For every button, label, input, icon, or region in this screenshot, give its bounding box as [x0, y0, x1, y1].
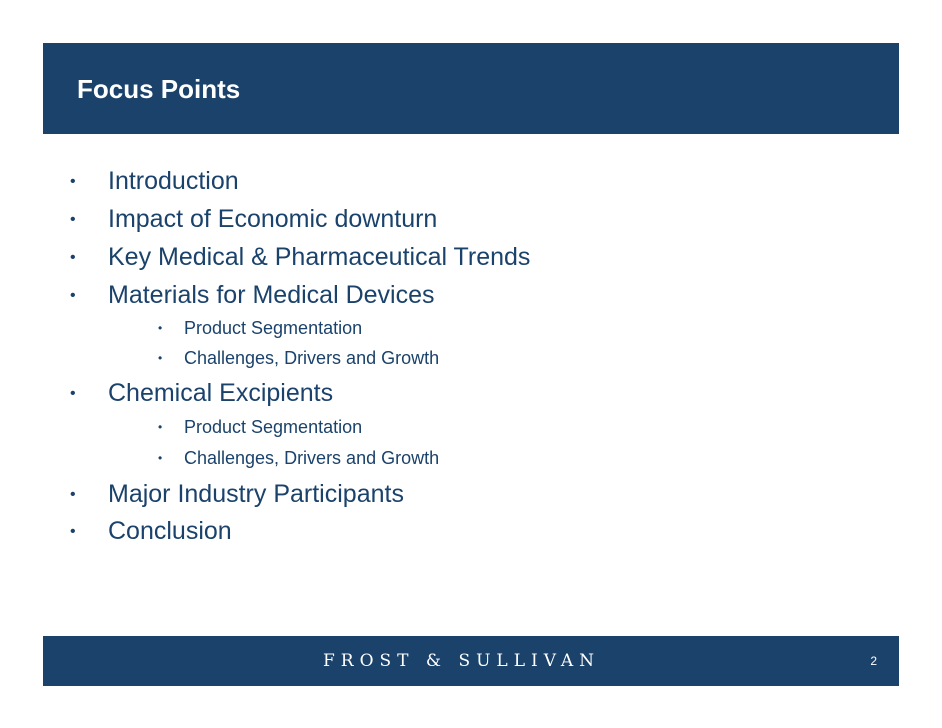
bullet-text: Conclusion [108, 517, 232, 545]
bullet-icon: • [70, 211, 76, 228]
bullet-icon: • [158, 321, 163, 335]
sub-bullet-item [158, 347, 439, 369]
bullet-icon: • [70, 287, 76, 304]
slide-title: Focus Points [77, 74, 241, 104]
bullet-text: Product Segmentation [184, 417, 363, 437]
bullet-icon: • [158, 451, 163, 465]
bullet-item [70, 204, 437, 235]
sub-bullet-item [158, 317, 362, 339]
bullet-text: Product Segmentation [184, 318, 363, 338]
sub-bullet-item [158, 447, 439, 469]
bullet-text: Challenges, Drivers and Growth [184, 348, 440, 368]
bullet-text: Key Medical & Pharmaceutical Trends [108, 243, 531, 271]
page-number: 2 [870, 654, 877, 668]
bullet-item [70, 378, 333, 409]
bullet-icon: • [70, 173, 76, 190]
bullet-text: Impact of Economic downturn [108, 205, 438, 233]
bullet-item [70, 479, 404, 510]
bullet-icon: • [158, 420, 163, 434]
bullet-icon: • [158, 351, 163, 365]
sub-bullet-item [158, 416, 362, 438]
bullet-text: Chemical Excipients [108, 379, 334, 407]
bullet-text: Major Industry Participants [108, 480, 404, 508]
bullet-icon: • [70, 249, 76, 266]
bullet-item [70, 242, 530, 273]
bullet-item [70, 166, 239, 197]
bullet-item [70, 516, 232, 547]
bullet-text: Materials for Medical Devices [108, 281, 435, 309]
bullet-icon: • [70, 385, 76, 402]
bullet-item [70, 280, 435, 311]
bullet-text: Introduction [108, 167, 239, 195]
footer-bar [43, 636, 899, 686]
brand-logo: FROST & SULLIVAN [323, 651, 600, 671]
bullet-icon: • [70, 486, 76, 503]
bullet-icon: • [70, 523, 76, 540]
bullet-text: Challenges, Drivers and Growth [184, 448, 440, 468]
